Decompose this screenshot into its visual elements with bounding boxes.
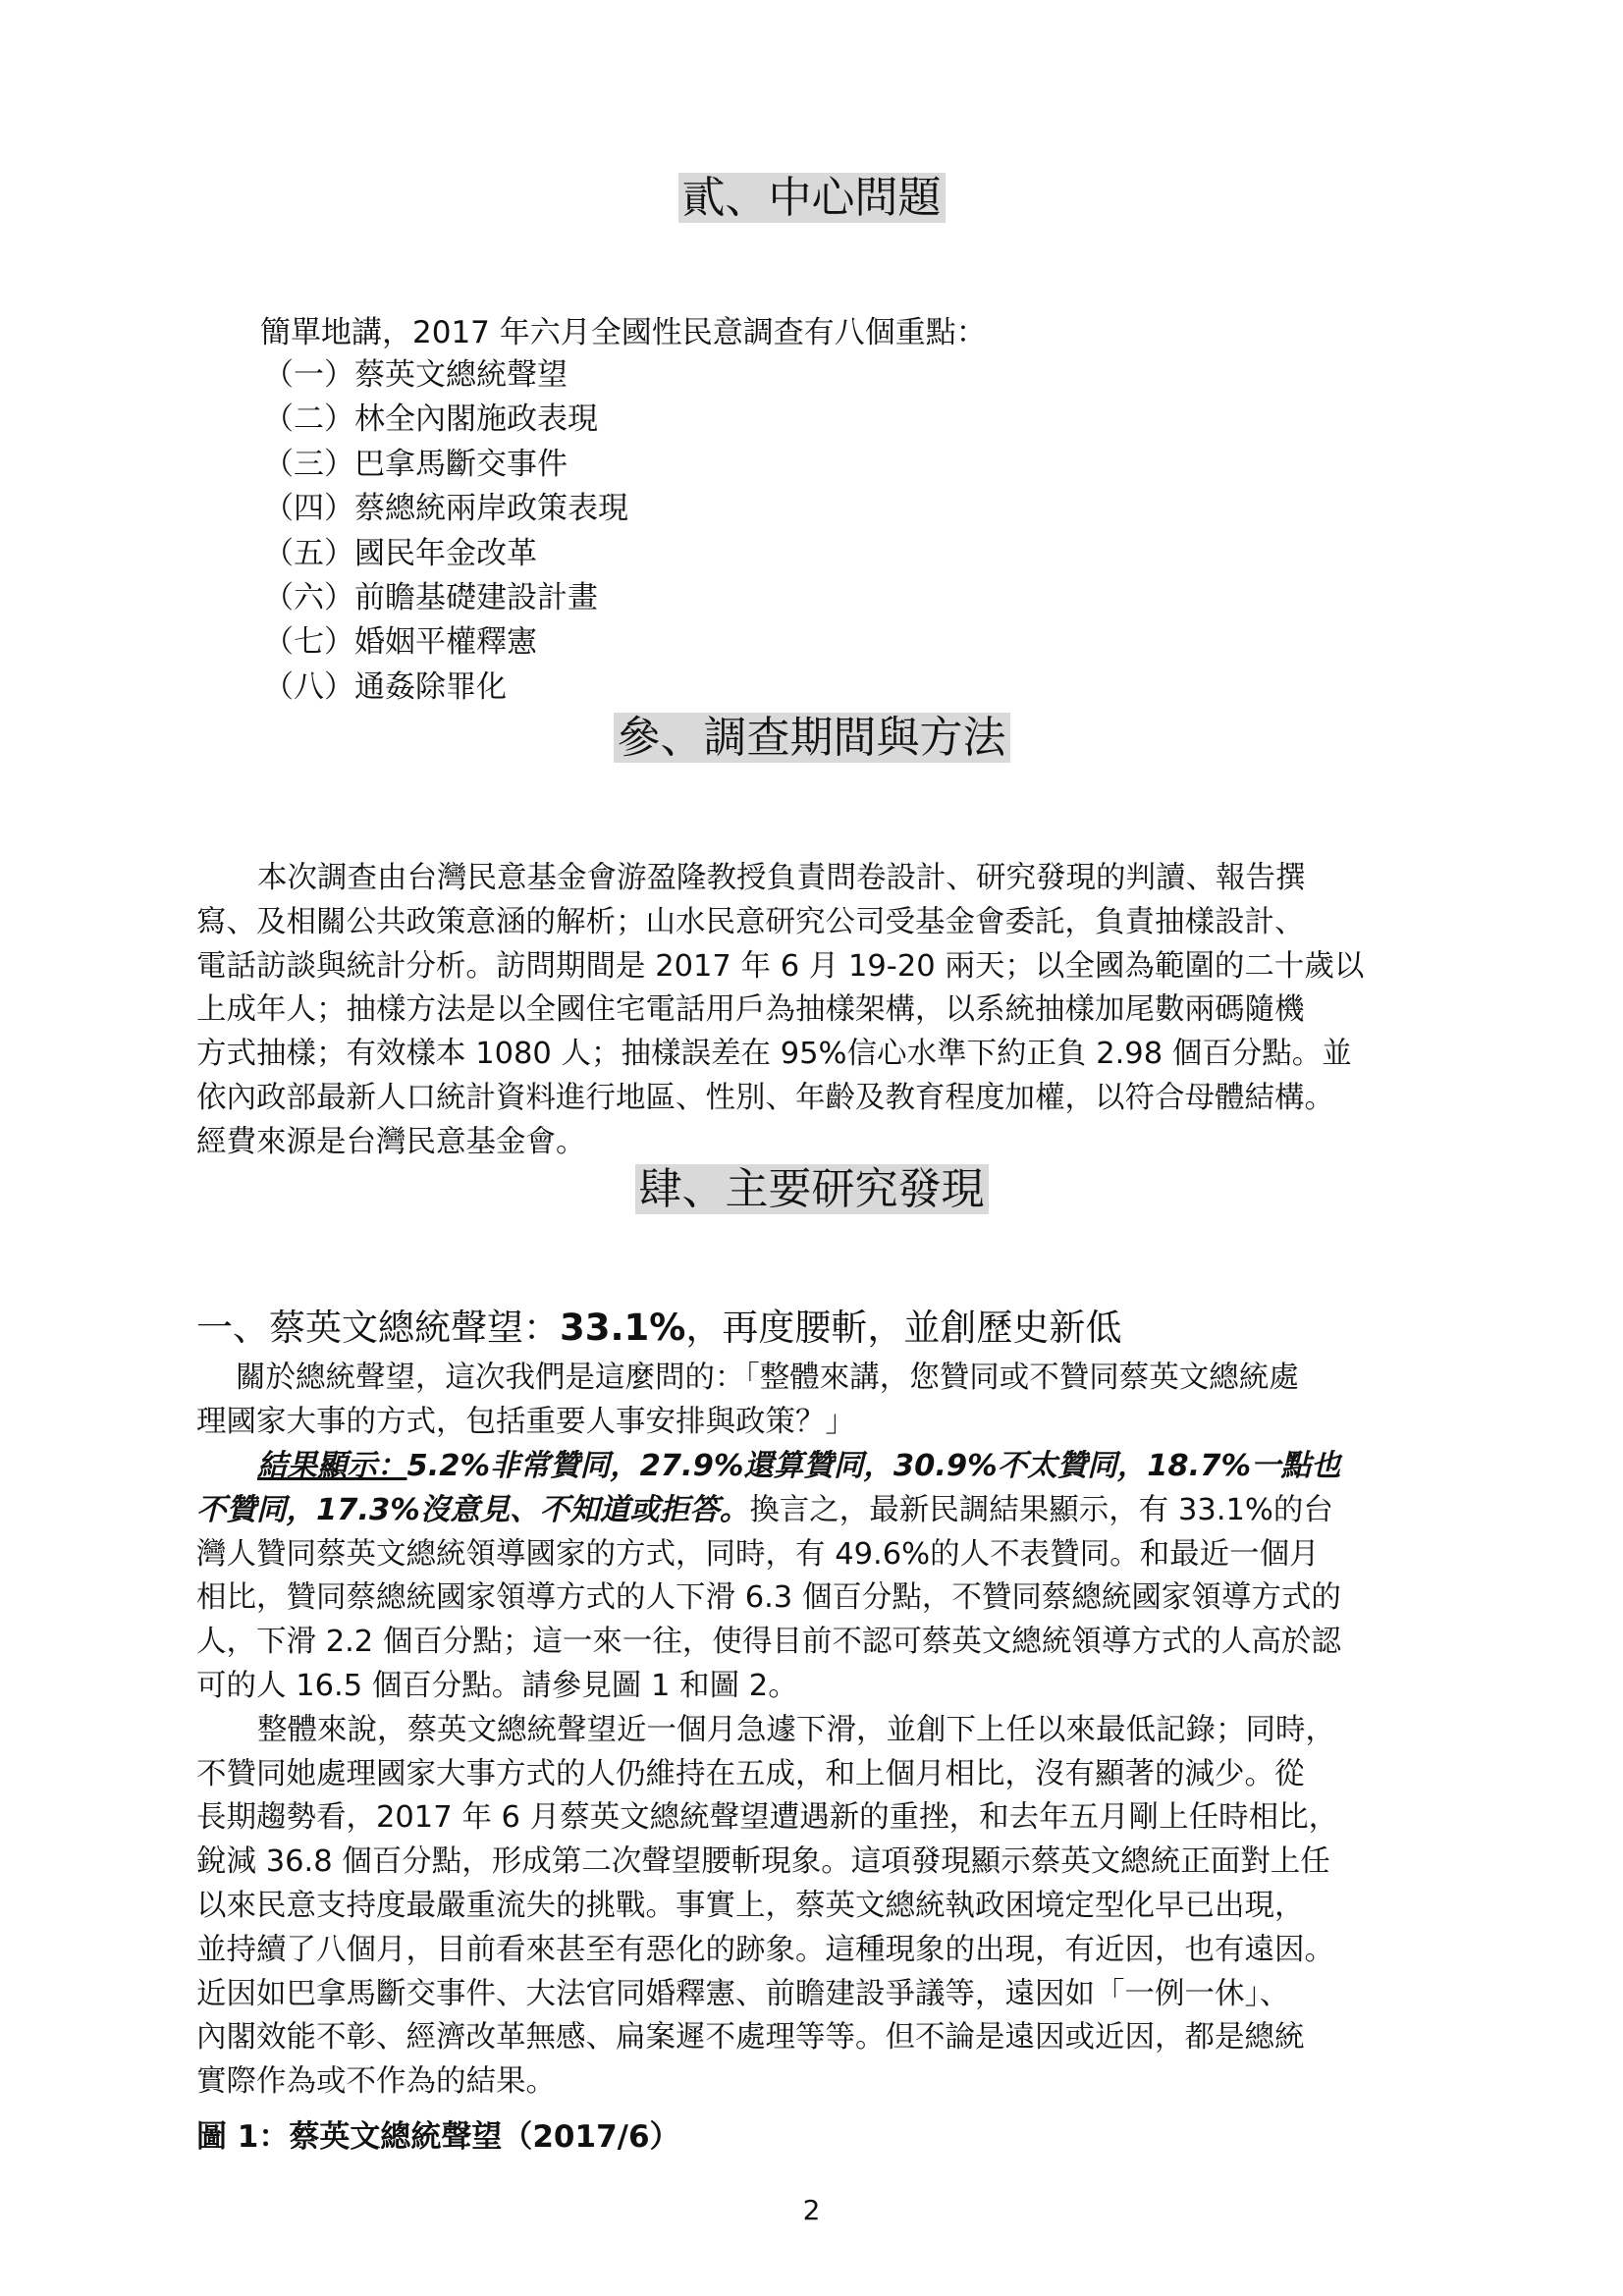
section-title-text: 肆、主要研究發現 <box>635 1164 989 1214</box>
paragraph-line: 以來民意支持度最嚴重流失的挑戰。事實上，蔡英文總統執政困境定型化早已出現， <box>196 1888 1305 1923</box>
paragraph-line: 不贊同，17.3%沒意見、不知道或拒答。換言之，最新民調結果顯示，有 33.1%的台 <box>196 1492 1333 1527</box>
list-item: （五）國民年金改革 <box>263 535 537 571</box>
intro-text: 簡單地講，2017 年六月全國性民意調查有八個重點： <box>260 315 987 350</box>
paragraph-line: 內閣效能不彰、經濟改革無感、扁案遲不處理等等。但不論是遠因或近因，都是總統 <box>196 2020 1305 2056</box>
paragraph-line: 經費來源是台灣民意基金會。 <box>196 1124 586 1159</box>
paragraph-line: 依內政部最新人口統計資料進行地區、性別、年齡及教育程度加權，以符合母體結構。 <box>196 1080 1334 1115</box>
paragraph-line: 灣人贊同蔡英文總統領導國家的方式，同時，有 49.6%的人不表贊同。和最近一個月 <box>196 1536 1320 1572</box>
section-title-center-issues <box>0 169 1623 228</box>
list-item: （七）婚姻平權釋憲 <box>263 624 537 661</box>
key-points-list <box>263 353 628 710</box>
finding-result <box>196 1445 1435 2105</box>
list-item: （六）前瞻基礎建設計畫 <box>263 580 598 616</box>
paragraph-line: 本次調查由台灣民意基金會游盈隆教授負責問卷設計、研究發現的判讀、報告撰 <box>257 861 1306 895</box>
paragraph-line: 並持續了八個月，目前看來甚至有惡化的跡象。這種現象的出現，有近因，也有遠因。 <box>196 1932 1334 1967</box>
finding-question <box>196 1357 1435 1445</box>
paragraph-line: 近因如巴拿馬斷交事件、大法官同婚釋憲、前瞻建設爭議等，遠因如「一例一休」、 <box>196 1976 1290 2011</box>
paragraph-line: 上成年人；抽樣方法是以全國住宅電話用戶為抽樣架構，以系統抽樣加尾數兩碼隨機 <box>196 992 1305 1028</box>
paragraph-line: 關於總統聲望，這次我們是這麼問的：「整體來講，您贊同或不贊同蔡英文總統處 <box>236 1361 1299 1395</box>
paragraph-line: 結果顯示：5.2%非常贊同，27.9%還算贊同，30.9%不太贊同，18.7%一點也 <box>257 1449 1341 1483</box>
finding-heading: 一、蔡英文總統聲望：33.1%，再度腰斬，並創歷史新低 <box>196 1307 1122 1349</box>
paragraph-line: 電話訪談與統計分析。訪問期間是 2017 年 6 月 19-20 兩天；以全國為範圍的二十歲以 <box>196 948 1365 984</box>
method-paragraph <box>196 857 1435 1165</box>
section-title-method <box>0 709 1623 768</box>
list-item: （二）林全內閣施政表現 <box>263 401 598 438</box>
paragraph-line: 寫、及相關公共政策意涵的解析；山水民意研究公司受基金會委託，負責抽樣設計、 <box>196 904 1305 939</box>
page-number: 2 <box>802 2194 821 2226</box>
list-item: （一）蔡英文總統聲望 <box>263 357 568 393</box>
section-title-text: 參、調查期間與方法 <box>614 713 1010 763</box>
paragraph-line: 不贊同她處理國家大事方式的人仍維持在五成，和上個月相比，沒有顯著的減少。從 <box>196 1756 1305 1791</box>
section-title-findings <box>0 1160 1623 1219</box>
figure-caption: 圖 1：蔡英文總統聲望（2017/6） <box>196 2119 680 2155</box>
paragraph-line: 理國家大事的方式，包括重要人事安排與政策？」 <box>196 1404 855 1439</box>
paragraph-line: 長期趨勢看，2017 年 6 月蔡英文總統聲望遭遇新的重挫，和去年五月剛上任時相比， <box>196 1800 1339 1836</box>
paragraph-line: 整體來說，蔡英文總統聲望近一個月急遽下滑，並創下上任以來最低記錄；同時， <box>257 1712 1335 1747</box>
paragraph-line: 人，下滑 2.2 個百分點；這一來一往，使得目前不認可蔡英文總統領導方式的人高於認 <box>196 1625 1341 1660</box>
list-item: （三）巴拿馬斷交事件 <box>263 446 568 482</box>
list-item: （八）通姦除罪化 <box>263 668 507 705</box>
paragraph-line: 方式抽樣；有效樣本 1080 人；抽樣誤差在 95%信心水準下約正負 2.98 個百分點。並 <box>196 1037 1352 1072</box>
paragraph-line: 可的人 16.5 個百分點。請參見圖 1 和圖 2。 <box>196 1668 798 1703</box>
paragraph-line: 銳減 36.8 個百分點，形成第二次聲望腰斬現象。這項發現顯示蔡英文總統正面對上任 <box>196 1844 1330 1880</box>
paragraph-line: 相比，贊同蔡總統國家領導方式的人下滑 6.3 個百分點，不贊同蔡總統國家領導方式的 <box>196 1580 1341 1616</box>
paragraph-line: 實際作為或不作為的結果。 <box>196 2064 556 2100</box>
list-item: （四）蔡總統兩岸政策表現 <box>263 491 628 527</box>
section-title-text: 貳、中心問題 <box>678 173 946 223</box>
